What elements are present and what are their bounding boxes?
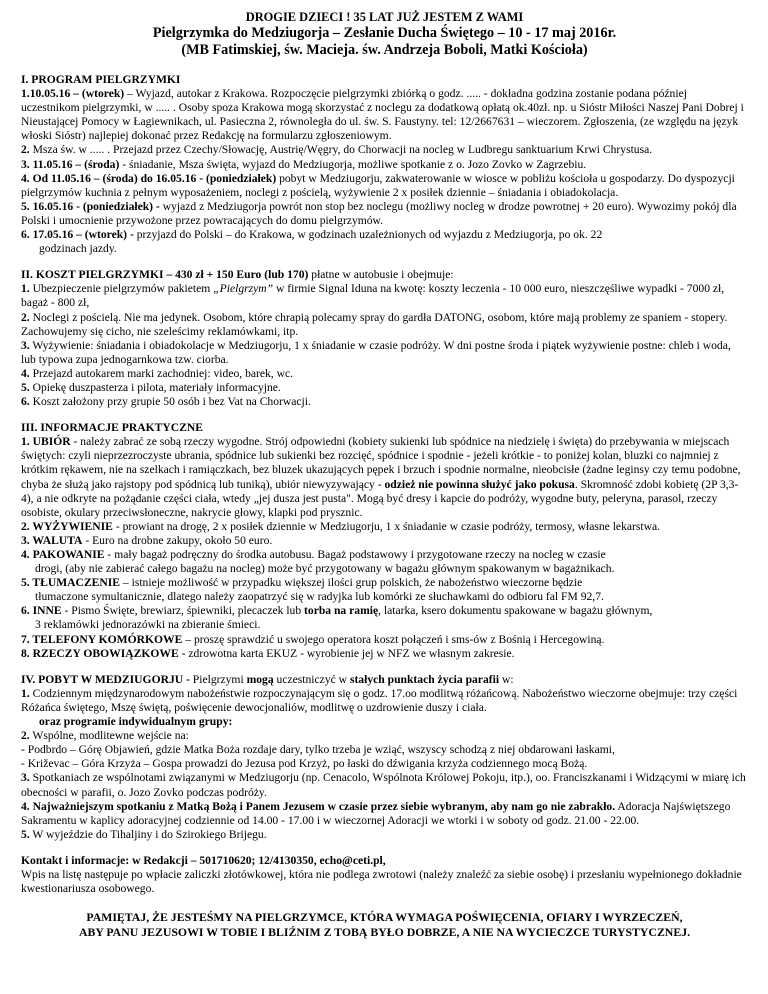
closing-line-1: PAMIĘTAJ, ŻE JESTEŚMY NA PIELGRZYMCE, KTÓRA WYMAGA POŚWIĘCENIA, OFIARY I WYRZECZEŃ, — [86, 910, 683, 925]
info-item-4-cont: drogi, (aby nie zabierać całego bagażu na nocleg) może być przygotowany w bagażu głównym spakowanym w bagażnikach. — [35, 562, 615, 576]
program-day-4: 4. Od 11.05.16 – (środa) do 16.05.16 - (poniedziałek) pobyt w Medziugorju, zakwaterowanie w wiosce w pobliżu kościoła u gospodarzy. Do dyspozycji pielgrzymów kuchnia z pełnym wyposażeniem, noclegi z pościelą, wyżywienie 2 x posiłek dziennie – śniadania i obiadokolacja. — [21, 171, 735, 199]
section-2-title: II. KOSZT PIELGRZYMKI – 430 zł + 150 Euro (lub 170) płatne w autobusie i obejmuje: — [21, 268, 454, 282]
info-item-4: 4. PAKOWANIE - mały bagaż podręczny do środka autobusu. Bagaż podstawowy i przygotowane rzeczy na nocleg w czasie — [21, 548, 606, 561]
closing-remark — [21, 910, 748, 940]
stay-item-2-podbrdo: - Podbrdo – Górę Objawień, gdzie Matka Boża rozdaje dary, tylko trzeba je wziąć, wszyscy schodzą z niej obdarowani łaskami, — [21, 743, 615, 757]
section-3-title: III. INFORMACJE PRAKTYCZNE — [21, 421, 203, 435]
info-item-7: 7. TELEFONY KOMÓRKOWE – proszę sprawdzić u swojego operatora koszt połączeń i sms-ów z Bośnią i Hercegowiną. — [21, 632, 605, 646]
program-day-5: 5. 16.05.16 - (poniedziałek) - wyjazd z Medziugorja powrót non stop bez noclegu (możliwy nocleg w drodze powrotnej + 20 euro). Wywozimy pokój dla Polski i umocnienie przywożone przez powracających do domu pielgrzymów. — [21, 199, 737, 227]
stay-subheading: oraz programie indywidualnym grupy: — [39, 715, 233, 729]
stay-item-2-krizevac: - Križevac – Góra Krzyża – Gospa prowadzi do Jezusa pod Krzyż, po łaski do dźwigania krzyża codziennego mocą Bożą. — [21, 757, 588, 771]
document-header — [21, 10, 748, 59]
info-item-1: 1. UBIÓR - należy zabrać ze sobą rzeczy wygodne. Strój odpowiedni (kobiety sukienki lub spódnice na niedzielę i święta) do przebywania w miejscach świętych: czyli nieprzezroczyste ubrania, spódnice lub sukienki bez rozcięć, spódnice i spodnie - jeżeli krótkie - to poniżej kolan, bluzki co najmniej z krótkim rękawem, nie na szelkach i ramiączkach, bez bluzek ukazujących pępek i brzuch i spodnie normalne, nieobcisłe (żadne leginsy czy temu podobne, chyba że służą jako rajstopy pod spódnicą lub tuniką), ubiór niewyzywający - odzież nie powinna służyć jako pokusa. Skromność zdobi kobietę (2P 3,3-4), a nie odkryte na pożądanie części ciała, wtedy „jej dusza jest pusta". Mogą być dresy i kapcie do podróży, wygodne buty, peleryna, parasol, rzeczy osobiste, okulary przeciwsłoneczne, nakrycie głowy, klapki pod prysznic. — [21, 435, 741, 519]
program-day-6: 6. 17.05.16 – (wtorek) - przyjazd do Polski – do Krakowa, w godzinach uzależnionych od wyjazdu z Medziugorja, po ok. 22 — [21, 228, 603, 242]
section-4-title: IV. POBYT W MEDZIUGORJU - Pielgrzymi mogą uczestniczyć w stałych punktach życia parafii w: — [21, 672, 514, 686]
section-1-title: I. PROGRAM PIELGRZYMKI — [21, 73, 181, 86]
stay-item-5: 5. W wyjeździe do Tihaljiny i do Szirokiego Brijegu. — [21, 827, 267, 841]
cost-item-3: 3. Wyżywienie: śniadania i obiadokolacje w Medziugorju, 1 x śniadanie w czasie podróży. W dni postne środa i piątek wyżywienie postne: chleb i woda, lub typowa zupa jednogarnkowa tzw. ciorba. — [21, 338, 731, 366]
header-line-3: (MB Fatimskiej, św. Macieja. św. Andrzeja Boboli, Matki Kościoła) — [181, 42, 588, 58]
info-item-2: 2. WYŻYWIENIE - prowiant na drogę, 2 x posiłek dziennie w Medziugorju, 1 x śniadanie w czasie podróży, termosy, własne lekarstwa. — [21, 519, 661, 533]
program-day-1: 1.10.05.16 – (wtorek) – Wyjazd, autokar z Krakowa. Rozpoczęcie pielgrzymki zbiórką o godz. ..... - dokładna godzina zostanie podana później uczestnikom pielgrzymki, w ..... . Osoby spoza Krakowa mogą skorzystać z noclegu za dodatkową opłatą ok.40zł. np. u Sióstr Miłości Naszej Pani Dobrej i Nieustającej Pomocy w Łagiewnikach, ul. Pasieczna 2, równoległa do ul. św. S. Faustyny. tel: 12/2667631 – wieczorem. Zgłoszenia, (ze względu na język włoski Sióstr) najlepiej dokonać przez Redakcję na formularzu zgłoszeniowym. — [21, 87, 744, 143]
info-item-6: 6. INNE - Pismo Święte, brewiarz, śpiewniki, plecaczek lub torba na ramię, latarka, ksero dokumentu spakowane w bagażu głównym, — [21, 604, 653, 618]
header-line-1: DROGIE DZIECI ! 35 LAT JUŻ JESTEM Z WAMI — [245, 10, 524, 24]
info-item-6-cont: 3 reklamówki jednorazówki na zbieranie śmieci. — [35, 618, 261, 632]
program-day-2: 2. Msza św. w ..... . Przejazd przez Czechy/Słowację, Austrię/Węgry, do Chorwacji na nocleg w Ludbregu sanktuarium Krwi Chrystusa. — [21, 143, 653, 157]
stay-item-2: 2. Wspólne, modlitewne wejście na: — [21, 729, 189, 743]
info-item-8: 8. RZECZY OBOWIĄZKOWE - zdrowotna karta EKUZ - wyrobienie jej w NFZ we własnym zakresie. — [21, 646, 515, 660]
info-item-3: 3. WALUTA - Euro na drobne zakupy, około 50 euro. — [21, 533, 273, 547]
info-item-5: 5. TŁUMACZENIE – istnieje możliwość w przypadku większej ilości grup polskich, że nabożeństwo wieczorne będzie — [21, 576, 583, 590]
cost-item-4: 4. Przejazd autokarem marki zachodniej: video, barek, wc. — [21, 366, 294, 380]
program-day-6-cont: godzinach jazdy. — [39, 242, 117, 256]
cost-item-5: 5. Opiekę duszpasterza i pilota, materiały informacyjne. — [21, 380, 281, 394]
cost-item-6: 6. Koszt założony przy grupie 50 osób i bez Vat na Chorwacji. — [21, 395, 311, 409]
stay-item-4: 4. Najważniejszym spotkaniu z Matką Bożą i Panem Jezusem w czasie przez siebie wybranym, aby nam go nie zabrakło. Adoracja Najświętszego Sakramentu w kaplicy adoracyjnej codziennie od 14.00 - 17.00 i w wieczornej Adoracji we wtorki i w soboty od godz. 21.00 - 22.00. — [21, 799, 731, 827]
info-item-5-cont: tłumaczone symultanicznie, dlatego należy zaopatrzyć się w radyjka lub komórki ze słuchawkami do odbioru fal FM 92,7. — [35, 590, 604, 604]
closing-line-2: ABY PANU JEZUSOWI W TOBIE I BLIŹNIM Z TOBĄ BYŁO DOBRZE, A NIE NA WYCIECZCE TURYSTYCZNEJ. — [78, 925, 691, 940]
cost-item-2: 2. Noclegi z pościelą. Nie ma jedynek. Osobom, które chrapią polecamy spray do gardła DATONG, osobom, które mają problemy ze spaniem - stopery. Zachowujemy się cicho, nie szeleścimy reklamówkami, itp. — [21, 310, 728, 338]
header-line-2: Pielgrzymka do Medziugorja – Zesłanie Ducha Świętego – 10 - 17 maj 2016r. — [152, 25, 617, 41]
contact-line: Kontakt i informacje: w Redakcji – 501710620; 12/4130350, echo@ceti.pl, — [21, 853, 386, 867]
cost-item-1: 1. Ubezpieczenie pielgrzymów pakietem „Pielgrzym” w firmie Signal Iduna na kwotę: koszty leczenia - 10 000 euro, nieszczęśliwe wypadki - 7000 zł, bagaż - 800 zł, — [21, 282, 725, 310]
stay-item-1: 1. Codziennym międzynarodowym nabożeństwie rozpoczynającym się o godz. 17.oo modlitwą różańcową. Nabożeństwo wieczorne obejmuje: trzy części Różańca świętego, Mszę świętą, poświęcenie dewocjonaliów, modlitwę o uzdrowienie duszy i ciała. — [21, 686, 738, 714]
stay-item-3: 3. Spotkaniach ze wspólnotami związanymi w Medziugorju (np. Cenacolo, Wspólnota Królowej Pokoju, itp.), oo. Franciszkanami i Widzącymi w miarę ich obecności w parafii, o. Jozo Zovko podczas podróży. — [21, 771, 746, 799]
contact-block — [21, 854, 748, 896]
program-day-3: 3. 11.05.16 – (środa) - śniadanie, Msza święta, wyjazd do Medziugorja, możliwe spotkanie z o. Jozo Zovko w Zagrzebiu. — [21, 157, 587, 171]
contact-text: Wpis na listę następuje po wpłacie zaliczki złotówkowej, która nie podlega zwrotowi (należy znaleźć za siebie osobę) i przesłaniu wypełnionego dokładnie kwestionariusza osobowego. — [21, 867, 742, 896]
